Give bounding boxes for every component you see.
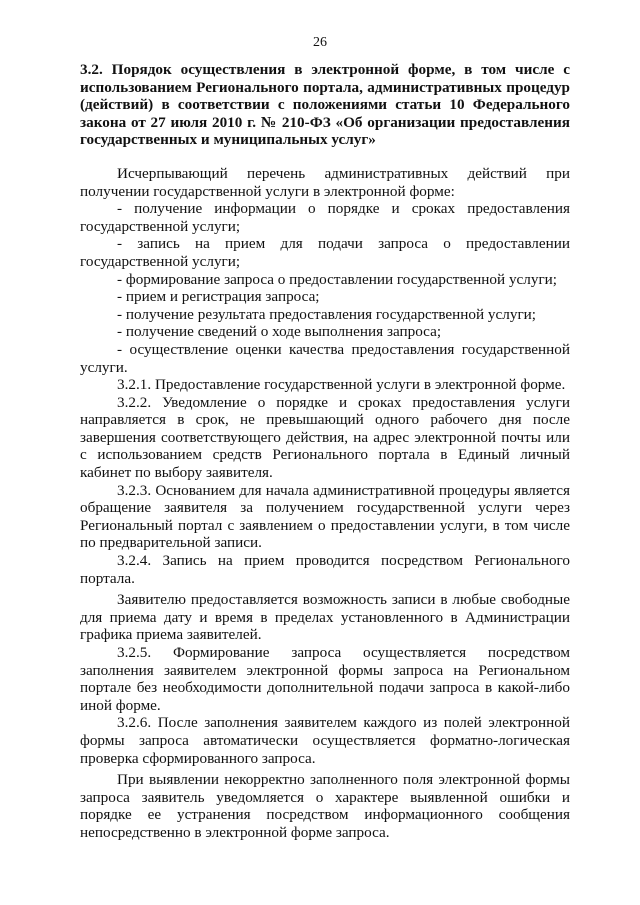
section-heading bbox=[80, 61, 570, 149]
paragraph-appointment: Заявителю предоставляется возможность записи в любые свободные для приема дату и время в пределах установленного в Администрации графика приема заявителей. bbox=[80, 591, 570, 644]
paragraph-3-2-2: 3.2.2. Уведомление о порядке и сроках предоставления услуги направляется в срок, не превышающий одного рабочего дня после завершения соответствующего действия, на адрес электронной почты или с использованием средств Регионального портала в Единый личный кабинет по выбору заявителя. bbox=[80, 393, 570, 482]
paragraph-error-notice: При выявлении некорректно заполненного поля электронной формы запроса заявитель уведомляется о характере выявленной ошибки и порядке ее устранения посредством информационного сообщения непосредственно в электронной форме запроса. bbox=[80, 771, 570, 841]
section-heading-line: закона от 27 июля 2010 г. № 210-ФЗ «Об организации предоставления bbox=[80, 113, 570, 131]
section-heading-line: (действий) в соответствии с положениями статьи 10 Федерального bbox=[80, 96, 570, 114]
list-item: - прием и регистрация запроса; bbox=[117, 288, 320, 306]
paragraph-3-2-5: 3.2.5. Формирование запроса осуществляется посредством заполнения заявителем электронной формы запроса на Региональном портале без необходимости дополнительной подачи запроса в какой-либо иной форме. bbox=[80, 644, 570, 714]
list-item: - получение информации о порядке и сроках предоставления государственной услуги; bbox=[80, 200, 570, 235]
list-item: - осуществление оценки качества предоставления государственной услуги. bbox=[80, 340, 570, 376]
paragraph-3-2-4: 3.2.4. Запись на прием проводится посредством Регионального портала. bbox=[80, 552, 570, 587]
section-heading-line: 3.2. Порядок осуществления в электронной форме, в том числе с bbox=[80, 61, 570, 78]
list-item: - получение сведений о ходе выполнения запроса; bbox=[117, 323, 442, 341]
paragraph-3-2-3: 3.2.3. Основанием для начала административной процедуры является обращение заявителя за получением государственной услуги через Региональный портал с заявлением о предоставлении услуги, в том числе по предварительной записи. bbox=[80, 481, 570, 552]
paragraph-3-2-1: 3.2.1. Предоставление государственной услуги в электронной форме. bbox=[117, 376, 566, 394]
section-heading-line: использованием Регионального портала, административных процедур bbox=[80, 78, 570, 96]
intro-paragraph: Исчерпывающий перечень административных действий при получении государственной услуги в электронной форме: bbox=[80, 164, 570, 200]
section-heading-line: государственных и муниципальных услуг» bbox=[80, 131, 376, 149]
list-item: - получение результата предоставления государственной услуги; bbox=[117, 305, 537, 323]
page-number: 26 bbox=[313, 35, 327, 50]
document-body bbox=[80, 61, 570, 842]
list-item: - запись на прием для подачи запроса о предоставлении государственной услуги; bbox=[80, 235, 570, 270]
paragraph-3-2-6: 3.2.6. После заполнения заявителем каждого из полей электронной формы запроса автоматически осуществляется форматно-логическая проверка сформированного запроса. bbox=[80, 714, 570, 767]
list-item: - формирование запроса о предоставлении государственной услуги; bbox=[117, 270, 558, 288]
